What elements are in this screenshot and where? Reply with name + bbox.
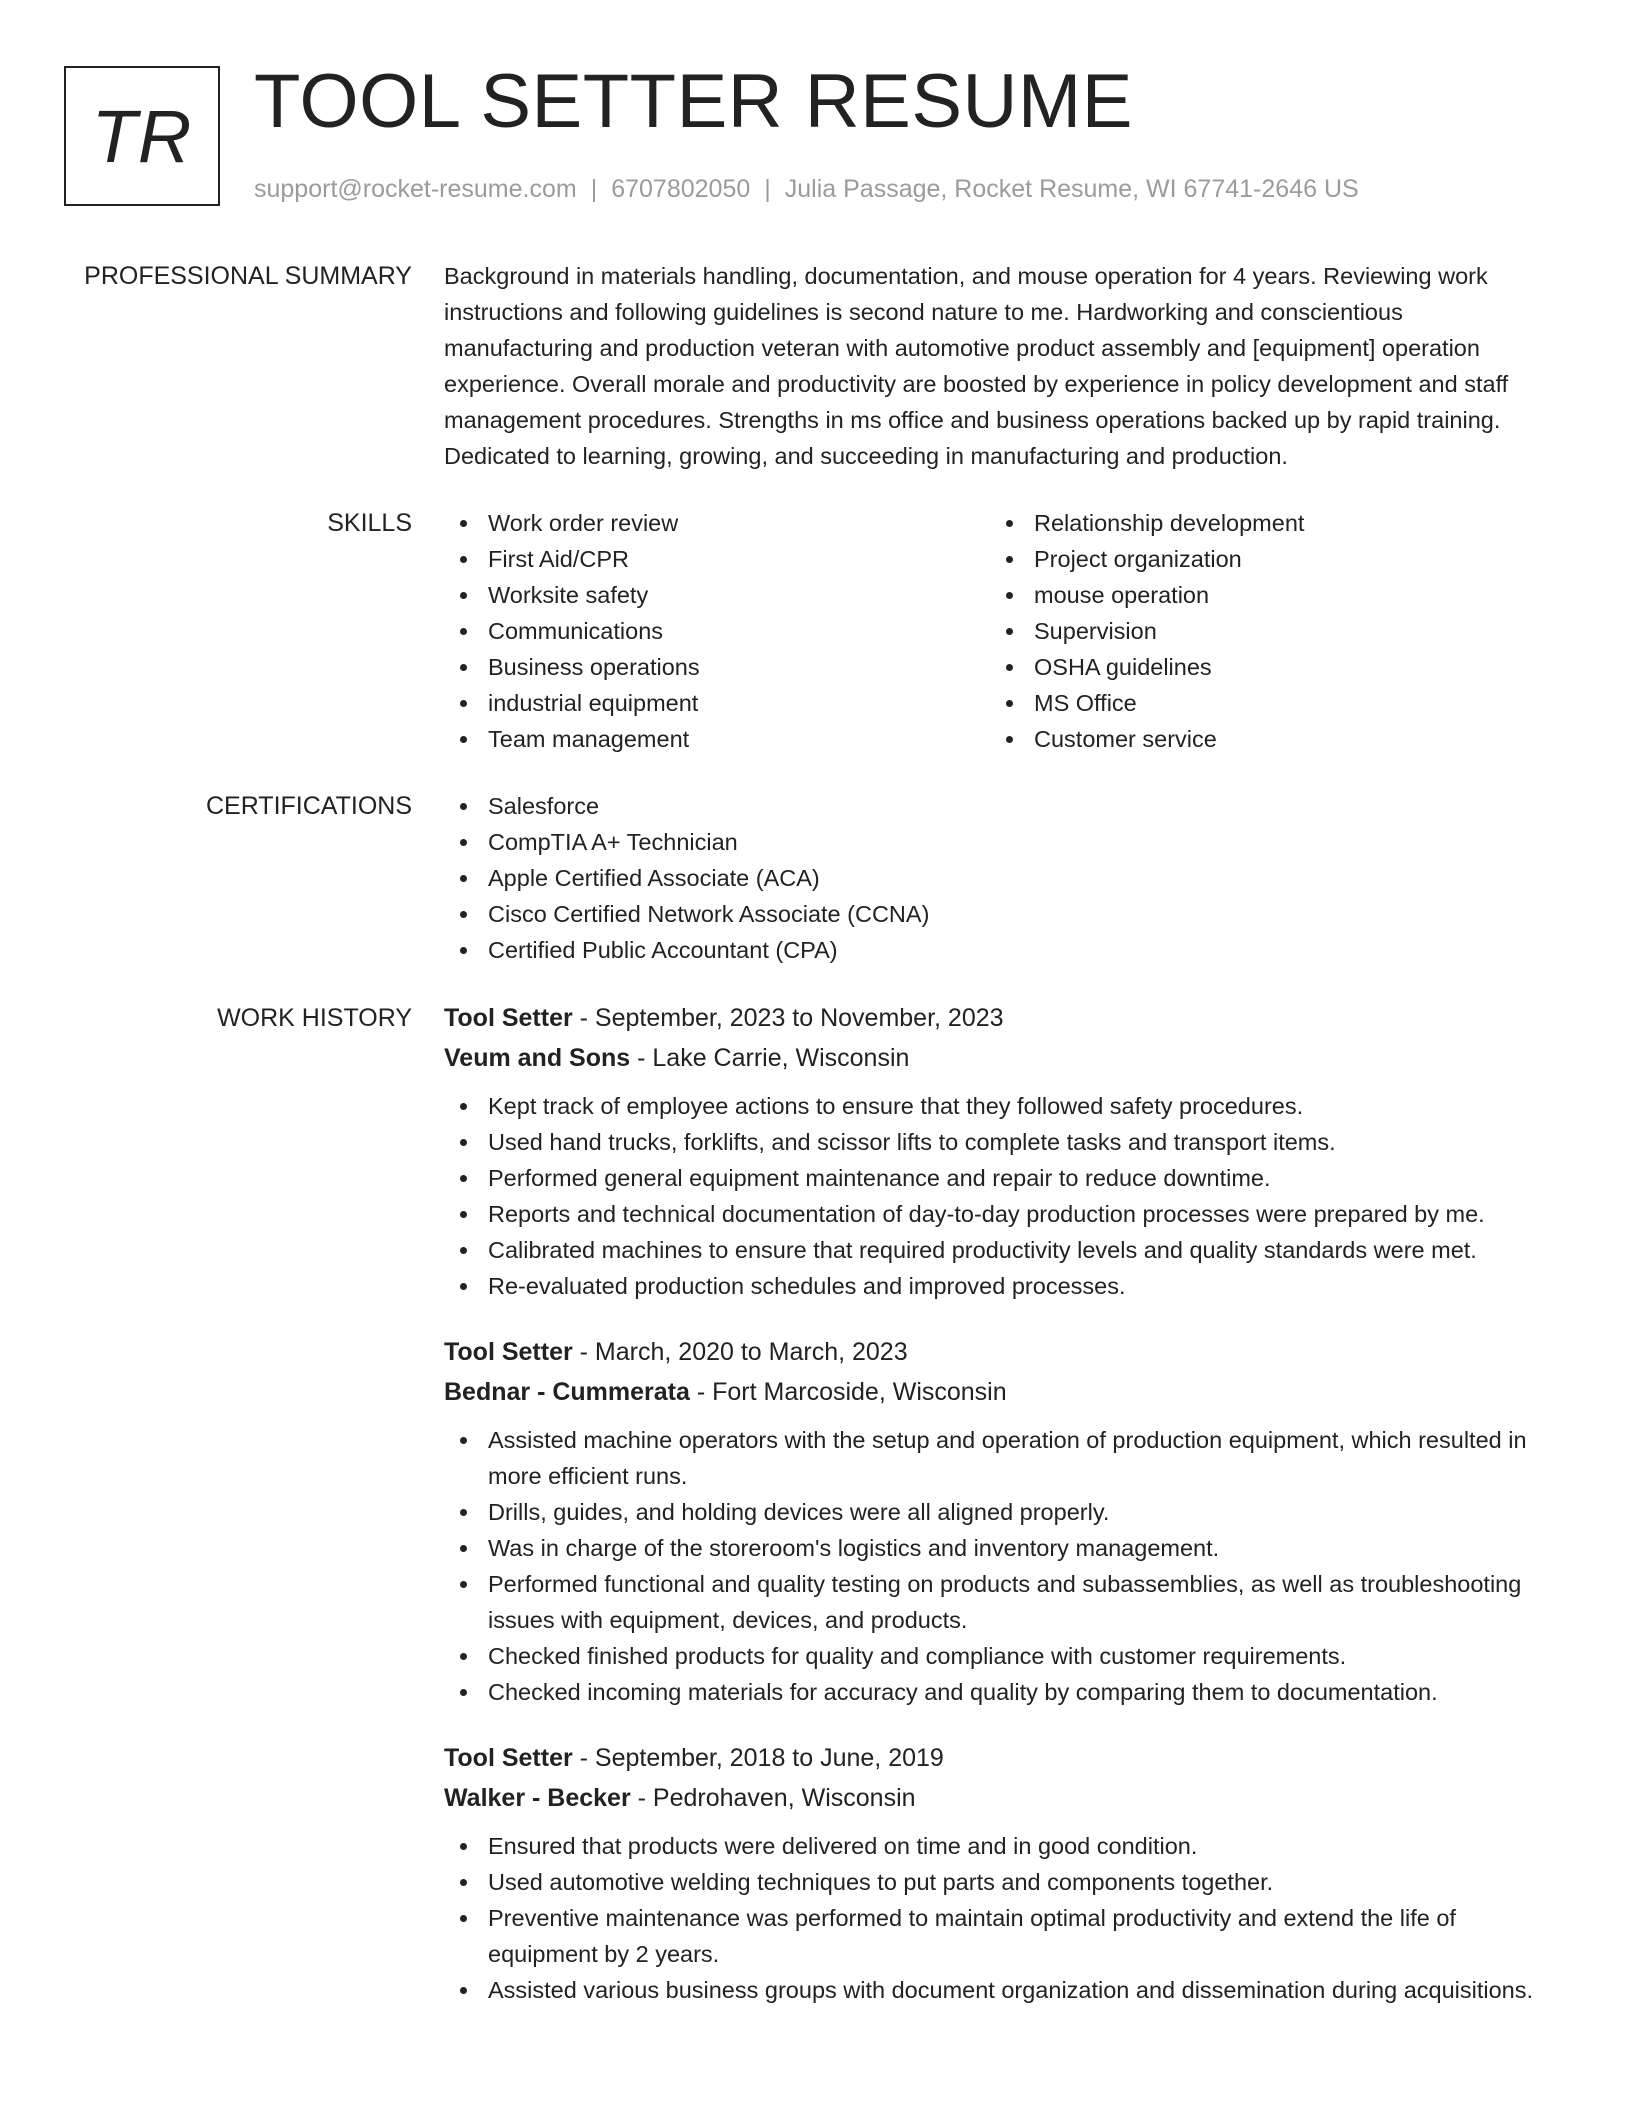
list-item: MS Office xyxy=(990,685,1536,721)
job-bullet: Performed functional and quality testing on products and subassemblies, as well as troubleshooting issues with equipment, devices, and products. xyxy=(444,1566,1544,1638)
job-dates: - September, 2023 to November, 2023 xyxy=(572,1004,1004,1032)
job-company: Bednar - Cummerata xyxy=(444,1378,690,1406)
job-bullets xyxy=(444,1422,1544,1710)
contact-email: support@rocket-resume.com xyxy=(254,175,577,203)
list-item: Project organization xyxy=(990,541,1536,577)
job-entry xyxy=(444,1332,1544,1710)
summary-text: Background in materials handling, documentation, and mouse operation for 4 years. Reviewing work instructions and following guidelines is second nature to me. Hardworking and conscientious manufacturing and production veteran with automotive product assembly and [equipment] operation experience. Overall morale and productivity are boosted by experience in policy development and staff management procedures. Strengths in ms office and business operations backed up by rapid training. Dedicated to learning, growing, and succeeding in manufacturing and production. xyxy=(444,263,1509,469)
job-bullets xyxy=(444,1088,1544,1304)
job-location: - Pedrohaven, Wisconsin xyxy=(630,1784,916,1812)
resume-title: TOOL SETTER RESUME xyxy=(254,59,1133,144)
list-item: Certified Public Accountant (CPA) xyxy=(444,932,1544,968)
summary-body xyxy=(444,258,1544,474)
work-history-label: WORK HISTORY xyxy=(217,1004,412,1032)
certifications-body xyxy=(444,788,1544,968)
job-title: Tool Setter xyxy=(444,1338,573,1366)
job-dates: - March, 2020 to March, 2023 xyxy=(572,1338,908,1366)
certifications-label: CERTIFICATIONS xyxy=(205,792,412,820)
job-bullet: Assisted machine operators with the setup and operation of production equipment, which resulted in more efficient runs. xyxy=(444,1422,1544,1494)
list-item: Supervision xyxy=(990,613,1536,649)
list-item: CompTIA A+ Technician xyxy=(444,824,1544,860)
job-bullet: Preventive maintenance was performed to maintain optimal productivity and extend the life of equipment by 2 years. xyxy=(444,1900,1544,1972)
job-title: Tool Setter xyxy=(444,1004,573,1032)
contact-line xyxy=(254,172,1359,206)
contact-separator: | xyxy=(764,175,771,203)
job-title-line xyxy=(444,998,1544,1038)
list-item: industrial equipment xyxy=(444,685,990,721)
summary-label: PROFESSIONAL SUMMARY xyxy=(84,262,412,290)
job-company-line xyxy=(444,1038,1544,1078)
list-item: Relationship development xyxy=(990,505,1536,541)
list-item: Customer service xyxy=(990,721,1536,757)
job-bullet: Used automotive welding techniques to put parts and components together. xyxy=(444,1864,1544,1900)
job-company-line xyxy=(444,1778,1544,1818)
job-company: Walker - Becker xyxy=(444,1784,631,1812)
work-history-body xyxy=(444,998,1544,2036)
monogram-logo: TR xyxy=(64,66,220,206)
job-bullet: Performed general equipment maintenance and repair to reduce downtime. xyxy=(444,1160,1544,1196)
list-item: Cisco Certified Network Associate (CCNA) xyxy=(444,896,1544,932)
list-item: mouse operation xyxy=(990,577,1536,613)
list-item: Apple Certified Associate (ACA) xyxy=(444,860,1544,896)
job-bullet: Checked finished products for quality and compliance with customer requirements. xyxy=(444,1638,1544,1674)
job-bullet: Assisted various business groups with document organization and dissemination during acquisitions. xyxy=(444,1972,1544,2008)
job-bullet: Drills, guides, and holding devices were all aligned properly. xyxy=(444,1494,1544,1530)
job-title-line xyxy=(444,1738,1544,1778)
contact-phone: 6707802050 xyxy=(611,175,751,203)
list-item: Work order review xyxy=(444,505,990,541)
list-item: Team management xyxy=(444,721,990,757)
job-title: Tool Setter xyxy=(444,1744,573,1772)
job-company-line xyxy=(444,1372,1544,1412)
list-item: Salesforce xyxy=(444,788,1544,824)
skills-list-right xyxy=(990,505,1536,757)
job-company: Veum and Sons xyxy=(444,1044,631,1072)
job-location: - Fort Marcoside, Wisconsin xyxy=(689,1378,1007,1406)
certifications-list xyxy=(444,788,1544,968)
contact-address: Julia Passage, Rocket Resume, WI 67741-2646 US xyxy=(784,175,1359,203)
job-bullet: Calibrated machines to ensure that required productivity levels and quality standards were met. xyxy=(444,1232,1544,1268)
job-bullet: Reports and technical documentation of day-to-day production processes were prepared by me. xyxy=(444,1196,1544,1232)
job-bullet: Was in charge of the storeroom's logistics and inventory management. xyxy=(444,1530,1544,1566)
list-item: Worksite safety xyxy=(444,577,990,613)
job-dates: - September, 2018 to June, 2019 xyxy=(572,1744,944,1772)
job-bullet: Checked incoming materials for accuracy and quality by comparing them to documentation. xyxy=(444,1674,1544,1710)
job-bullet: Ensured that products were delivered on time and in good condition. xyxy=(444,1828,1544,1864)
list-item: Communications xyxy=(444,613,990,649)
job-bullets xyxy=(444,1828,1544,2008)
job-entry xyxy=(444,1738,1544,2008)
job-bullet: Used hand trucks, forklifts, and scissor lifts to complete tasks and transport items. xyxy=(444,1124,1544,1160)
list-item: OSHA guidelines xyxy=(990,649,1536,685)
job-entry xyxy=(444,998,1544,1304)
skills-list-left xyxy=(444,505,990,757)
job-location: - Lake Carrie, Wisconsin xyxy=(630,1044,910,1072)
contact-separator: | xyxy=(590,175,598,203)
list-item: First Aid/CPR xyxy=(444,541,990,577)
job-bullet: Kept track of employee actions to ensure that they followed safety procedures. xyxy=(444,1088,1544,1124)
list-item: Business operations xyxy=(444,649,990,685)
skills-label: SKILLS xyxy=(327,509,412,537)
skills-body xyxy=(444,505,1544,757)
job-bullet: Re-evaluated production schedules and improved processes. xyxy=(444,1268,1544,1304)
job-title-line xyxy=(444,1332,1544,1372)
